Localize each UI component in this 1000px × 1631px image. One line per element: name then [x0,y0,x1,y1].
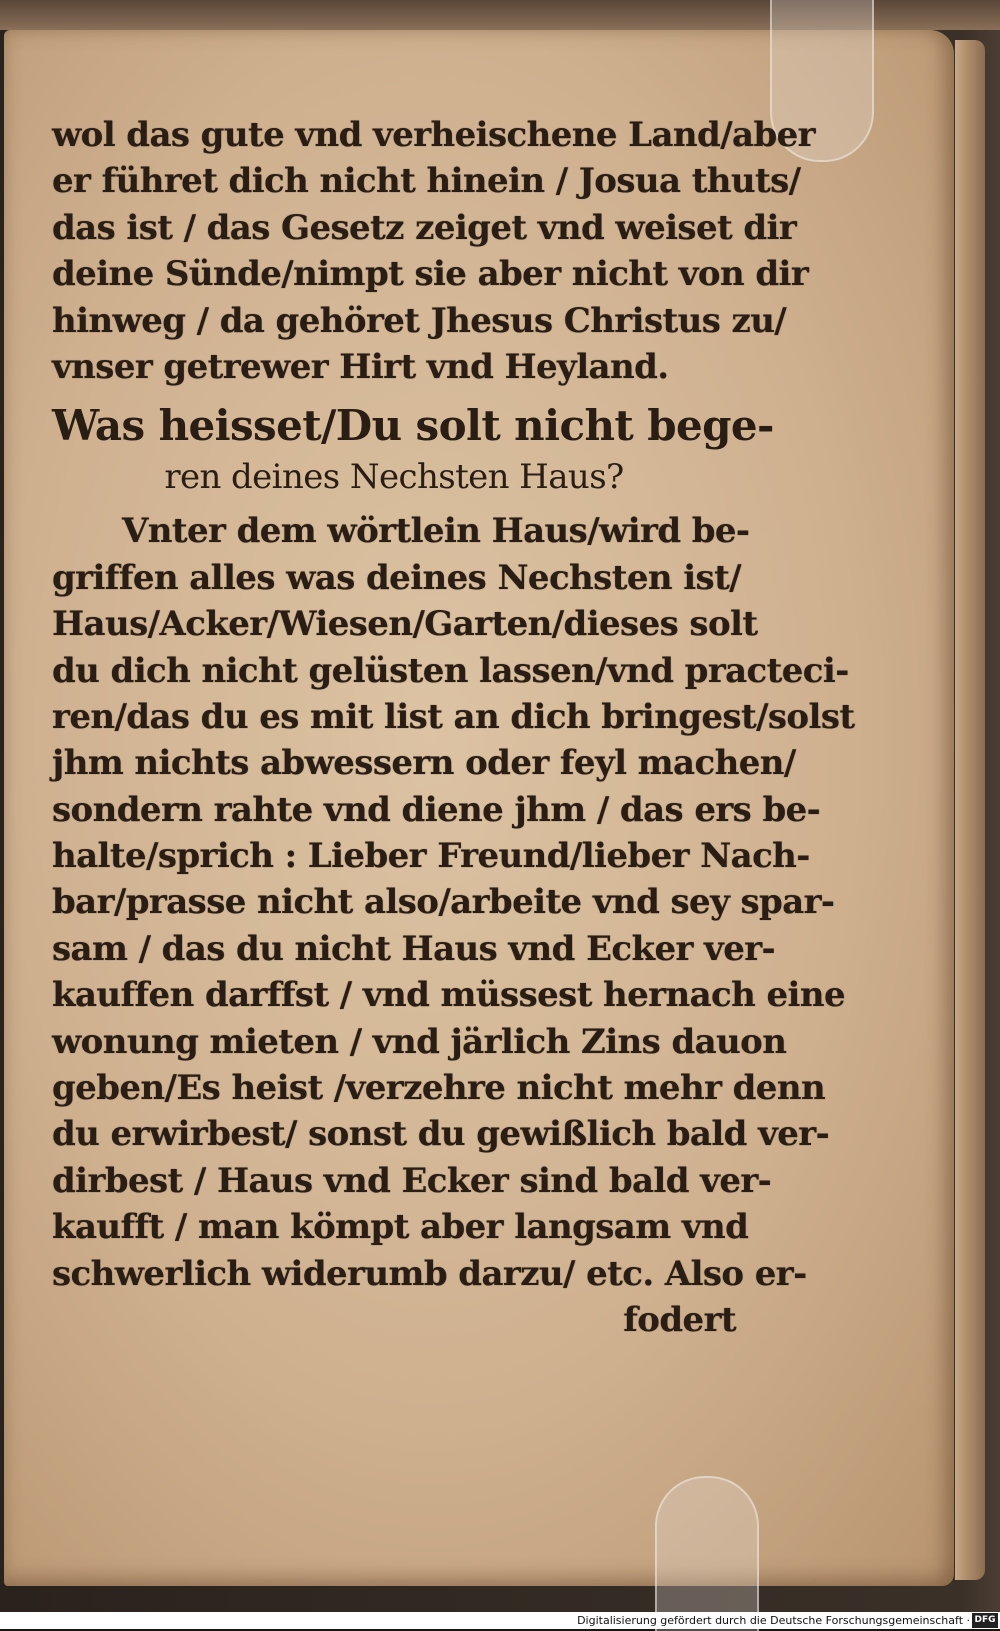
text-line: Haus/Acker/Wiesen/Garten/dieses solt [52,604,758,645]
text-line: das ist / das Gesetz zeiget vnd weiset dir [52,207,797,248]
text-line: du dich nicht gelüsten lassen/vnd practeci- [52,650,849,691]
text-line: wonung mieten / vnd järlich Zins dauon [52,1021,787,1062]
text-line: jhm nichts abwessern oder feyl machen/ [52,743,796,784]
page-clip-bottom [655,1476,759,1631]
text-line: wol das gute vnd verheischene Land/aber [52,115,815,155]
text-line: deine Sünde/nimpt sie aber nicht von dir [52,254,809,295]
text-line: kaufft / man kömpt aber langsam vnd [52,1207,749,1248]
text-line: sam / das du nicht Haus vnd Ecker ver- [52,928,776,969]
text-line: dirbest / Haus vnd Ecker sind bald ver- [52,1160,772,1201]
text-line: geben/Es heist /verzehre nicht mehr denn [52,1068,826,1109]
section-heading: Was heisset/Du solt nicht bege- [52,401,774,451]
text-line: bar/prasse nicht also/arbeite vnd sey spar- [52,882,835,923]
text-line: vnser getrewer Hirt vnd Heyland. [52,346,669,387]
dfg-logo-icon: DFG [972,1613,998,1628]
text-line: Vnter dem wörtlein Haus/wird be- [122,511,750,552]
text-line: kauffen darffst / vnd müssest hernach eine [52,975,846,1016]
text-line: sondern rahte vnd diene jhm / das ers be- [52,789,821,830]
text-line: er führet dich nicht hinein / Josua thuts/ [52,161,801,202]
text-line: schwerlich widerumb darzu/ etc. Also er- [52,1253,807,1294]
text-line: hinweg / da gehöret Jhesus Christus zu/ [52,300,787,341]
digitization-credit: Digitalisierung gefördert durch die Deutsche Forschungsgemeinschaft · [577,1614,970,1627]
page-text [52,112,855,1343]
text-line: griffen alles was deines Nechsten ist/ [52,557,741,598]
text-line: halte/sprich : Lieber Freund/lieber Nach- [52,836,810,877]
section-heading-continued: ren deines Nechsten Haus? [164,457,624,498]
catchword: fodert [623,1299,736,1340]
page-stack-edge [955,40,985,1580]
text-line: ren/das du es mit list an dich bringest/solst [52,696,855,737]
text-line: du erwirbest/ sonst du gewißlich bald ver- [52,1114,830,1155]
